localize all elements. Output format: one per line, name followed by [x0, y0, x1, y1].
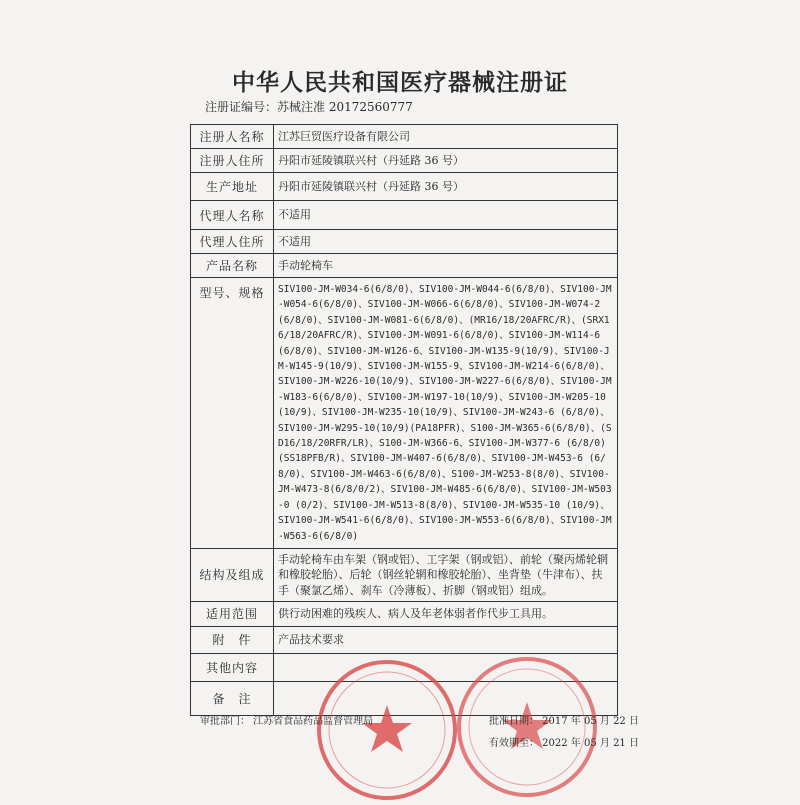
row-value: 不适用: [274, 201, 618, 230]
valid-until: 有效期至： 2022 年 05 月 21 日: [489, 738, 639, 749]
reg-number-value: 苏械注准 20172560777: [277, 100, 413, 114]
row-value: 丹阳市延陵镇联兴村（丹延路 36 号）: [274, 173, 618, 201]
row-label: 附 件: [191, 626, 274, 653]
seal-stamp-left-icon: [312, 655, 462, 805]
approval-date: 批准日期： 2017 年 05 月 22 日: [489, 716, 639, 727]
model-spec-value: SIV100-JM-W034-6(6/8/0)、SIV100-JM-W044-6(6/8/0)、SIV100-JM-W054-6(6/8/0)、SIV100-JM-W066-6(6/8/0)、SIV100-JM-W074-2 (6/8/0)、SIV100-JM-W081-6(6/8/0)、(MR16/18/20AFRC/R)、(SRX16/18/20AFRC/R)、SIV100-JM-W091-6(6/8/0)、SIV100-JM-W114-6(6/8/0)、SIV100-JM-W126-6、SIV100-JM-W135-9(10/9)、SIV100-JM-W145-9(10/9)、SIV100-JM-W155-9、SIV100-JM-W214-6(6/8/0)、SIV100-JM-W226-10(10/9)、SIV100-JM-W227-6(6/8/0)、SIV100-JM-W183-6(6/8/0)、SIV100-JM-W197-10(10/9)、SIV100-JM-W205-10 (10/9)、SIV100-JM-W235-10(10/9)、SIV100-JM-W243-6 (6/8/0)、SIV100-JM-W295-10(10/9)(PA18PFR)、S100-JM-W365-6(6/8/0)、(SD16/18/20RFR/LR)、S100-JM-W366-6、SIV100-JM-W377-6 (6/8/0)(SS18PFB/R)、SIV100-JM-W407-6(6/8/0)、SIV100-JM-W453-6 (6/8/0)、SIV100-JM-W463-6(6/8/0)、S100-JM-W253-8(8/0)、SIV100-JM-W473-8(6/8/0/2)、SIV100-JM-W485-6(6/8/0)、SIV100-JM-W503-0 (0/2)、SIV100-JM-W513-8(8/0)、SIV100-JM-W535-10 (10/9)、SIV100-JM-W541-6(6/8/0)、SIV100-JM-W553-6(6/8/0)、SIV100-JM-W563-6(6/8/0): [274, 278, 618, 549]
row-value: 手动轮椅车: [274, 254, 618, 278]
row-value: 供行动困难的残疾人、病人及年老体弱者作代步工具用。: [274, 601, 618, 626]
table-row: [191, 626, 618, 653]
row-label: 其他内容: [191, 653, 274, 681]
row-label: 型号、规格: [191, 278, 274, 549]
approval-department: 审批部门： 江苏省食品药品监督管理局: [200, 716, 374, 727]
certificate-table: [190, 124, 618, 716]
table-row: [191, 278, 618, 549]
certificate-title: 中华人民共和国医疗器械注册证: [232, 69, 568, 96]
table-row: [191, 601, 618, 626]
table-row: [191, 548, 618, 601]
table-row: [191, 125, 618, 149]
row-label: 注册人住所: [191, 149, 274, 173]
row-value: 不适用: [274, 230, 618, 254]
row-value: 丹阳市延陵镇联兴村（丹延路 36 号）: [274, 149, 618, 173]
row-label: 代理人名称: [191, 201, 274, 230]
table-row: [191, 201, 618, 230]
row-label: 产品名称: [191, 254, 274, 278]
table-row: [191, 149, 618, 173]
table-row: [191, 254, 618, 278]
table-row: [191, 173, 618, 201]
table-row: [191, 230, 618, 254]
registration-number: [205, 98, 413, 115]
reg-number-label: 注册证编号：: [205, 100, 278, 114]
seal-stamp-right-icon: [452, 652, 602, 802]
row-label: 适用范围: [191, 601, 274, 626]
row-label: 注册人名称: [191, 125, 274, 149]
row-value: 手动轮椅车由车架（钢或铝）、工字架（钢或铝）、前轮（聚丙烯轮辋和橡胶轮胎）、后轮（钢丝轮辋和橡胶轮胎）、坐背垫（牛津布）、扶手（聚氯乙烯）、刹车（冷薄板）、折脚（钢或铝）组成。: [274, 548, 618, 601]
row-label: 代理人住所: [191, 230, 274, 254]
row-label: 生产地址: [191, 173, 274, 201]
row-label: 结构及组成: [191, 548, 274, 601]
row-value: 产品技术要求: [274, 626, 618, 653]
row-value: 江苏巨贸医疗设备有限公司: [274, 125, 618, 149]
row-label: 备 注: [191, 681, 274, 715]
